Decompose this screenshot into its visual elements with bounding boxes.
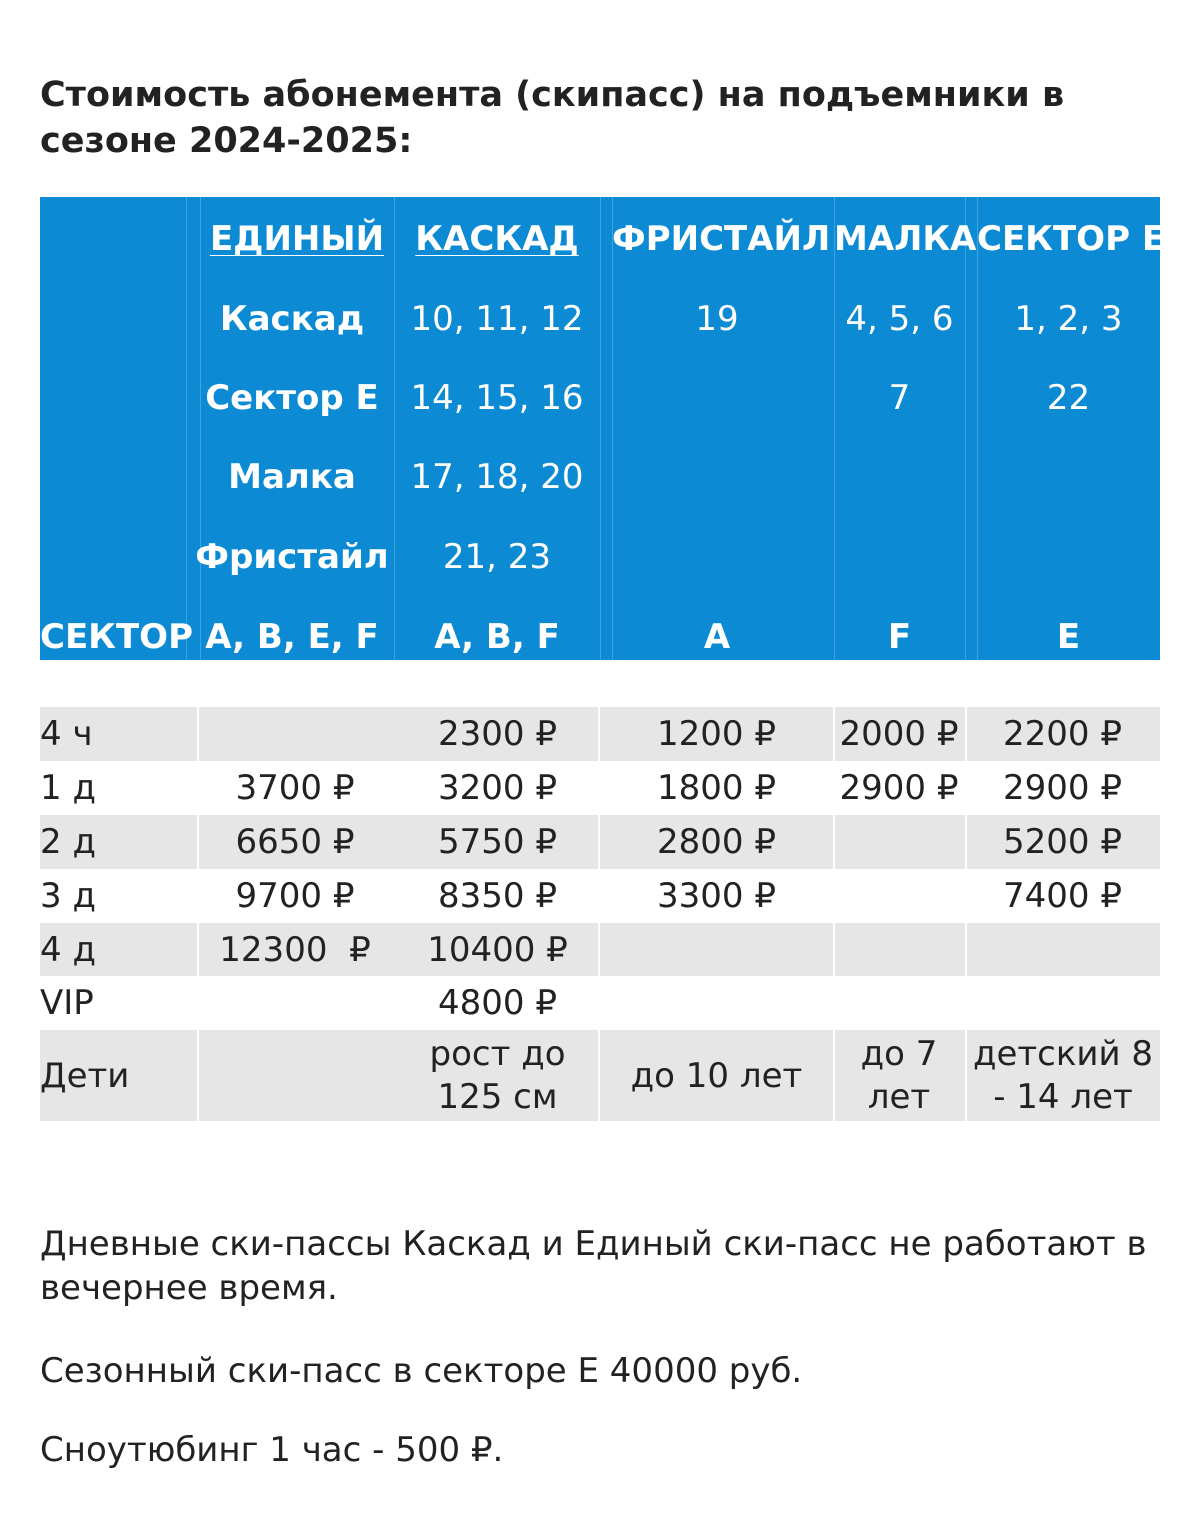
column-divider [834, 197, 835, 660]
row-label: 4 д [40, 929, 96, 970]
price-cell: 7400 ₽ [1003, 876, 1122, 916]
row-label: 4 ч [40, 714, 93, 754]
column-divider [186, 197, 187, 660]
lift-numbers: 19 [695, 299, 739, 339]
column-divider [197, 923, 199, 976]
price-cell: 4800 ₽ [438, 983, 557, 1023]
row-label: 1 д [40, 768, 96, 808]
price-cell: 8350 ₽ [438, 876, 557, 916]
lift-numbers: 1, 2, 3 [1014, 299, 1123, 339]
lift-numbers: 7 [888, 378, 911, 418]
price-cell: 6650 ₽ [235, 822, 355, 862]
sector-value: A [703, 617, 731, 657]
column-title-fristail: ФРИСТАЙЛ [612, 219, 831, 259]
table-row [40, 761, 1160, 815]
lift-zone-label: Малка [228, 457, 356, 497]
table-row [40, 923, 1160, 976]
column-divider [833, 923, 835, 976]
table-row [40, 869, 1160, 923]
column-divider [965, 1030, 967, 1121]
price-cell: рост до 125 см [429, 1033, 566, 1117]
sector-value: E [1056, 617, 1081, 657]
column-title-malka: МАЛКА [834, 219, 977, 259]
price-cell [833, 815, 965, 869]
sector-value: F [887, 617, 912, 657]
table-row [40, 1030, 1160, 1121]
price-cell: 2900 ₽ [839, 768, 959, 808]
sector-value: A, B, F [434, 617, 560, 657]
sector-label: СЕКТОР [40, 617, 193, 657]
column-divider [833, 1030, 835, 1121]
lift-numbers: 14, 15, 16 [410, 378, 584, 418]
price-cell [965, 923, 1160, 976]
price-cell: 10400 ₽ [427, 929, 568, 970]
price-cell [833, 976, 965, 1030]
price-cell [965, 976, 1160, 1030]
price-cell: 1200 ₽ [657, 714, 776, 754]
column-divider [197, 815, 199, 869]
column-title-sektor-e: СЕКТОР Е [977, 219, 1166, 259]
column-divider [965, 815, 967, 869]
column-divider [197, 707, 199, 761]
table-row [40, 707, 1160, 761]
row-label: 2 д [40, 822, 96, 862]
column-divider [965, 923, 967, 976]
price-cell: 3200 ₽ [438, 768, 557, 808]
note-season-pass: Сезонный ски-пасс в секторе Е 40000 руб. [40, 1351, 803, 1391]
price-cell: 1800 ₽ [657, 768, 776, 808]
price-cell [833, 869, 965, 923]
lift-header-block [40, 197, 1166, 660]
lift-numbers: 10, 11, 12 [410, 299, 584, 339]
note-evening: Дневные ски-пассы Каскад и Единый ски-пасс не работают в вечернее время. [40, 1224, 1147, 1308]
price-cell: 12300 ₽ [219, 929, 371, 970]
column-divider [612, 197, 613, 660]
price-cell: до 7 лет [860, 1033, 938, 1117]
column-divider [965, 197, 966, 660]
price-cell: 2000 ₽ [839, 714, 959, 754]
row-label: VIP [40, 983, 94, 1023]
lift-numbers: 21, 23 [442, 537, 552, 577]
price-cell [195, 1030, 395, 1121]
table-row [40, 976, 1160, 1030]
lift-zone-label: Сектор Е [205, 378, 379, 418]
lift-zone-label: Каскад [219, 299, 365, 339]
column-divider [394, 197, 395, 660]
price-cell: 2800 ₽ [657, 822, 776, 862]
column-divider [598, 1030, 600, 1121]
price-cell: до 10 лет [630, 1055, 803, 1096]
column-divider [977, 197, 978, 660]
column-title-edinyi: ЕДИНЫЙ [209, 219, 385, 259]
row-label: 3 д [40, 876, 96, 916]
price-cell [195, 976, 395, 1030]
price-cell: 5200 ₽ [1003, 822, 1122, 862]
column-divider [833, 707, 835, 761]
price-cell: 3700 ₽ [235, 768, 355, 808]
price-cell [195, 707, 395, 761]
column-title-kaskad: КАСКАД [415, 219, 579, 259]
price-cell: 3300 ₽ [657, 876, 776, 916]
sector-value: A, B, E, F [205, 617, 379, 657]
column-divider [598, 815, 600, 869]
price-cell [600, 923, 833, 976]
price-cell: 2300 ₽ [438, 714, 557, 754]
lift-numbers: 22 [1046, 378, 1091, 418]
price-cell [833, 923, 965, 976]
column-divider [965, 707, 967, 761]
table-row [40, 815, 1160, 869]
price-cell: детский 8 - 14 лет [972, 1033, 1154, 1117]
lift-zone-label: Фристайл [195, 537, 389, 577]
price-cell: 9700 ₽ [235, 876, 355, 916]
price-cell: 2200 ₽ [1003, 714, 1122, 754]
column-divider [197, 1030, 199, 1121]
note-snowtubing: Сноутюбинг 1 час - 500 ₽. [40, 1430, 504, 1470]
column-divider [200, 197, 201, 660]
row-label: Дети [40, 1055, 130, 1096]
lift-numbers: 17, 18, 20 [410, 457, 584, 497]
lift-numbers: 4, 5, 6 [845, 299, 954, 339]
column-divider [833, 815, 835, 869]
column-divider [598, 923, 600, 976]
price-cell: 5750 ₽ [438, 822, 557, 862]
price-cell [600, 976, 833, 1030]
column-divider [598, 707, 600, 761]
column-divider [600, 197, 601, 660]
page-title: Стоимость абонемента (скипасс) на подъемники в сезоне 2024-2025: [40, 75, 1065, 161]
price-cell: 2900 ₽ [1003, 768, 1122, 808]
